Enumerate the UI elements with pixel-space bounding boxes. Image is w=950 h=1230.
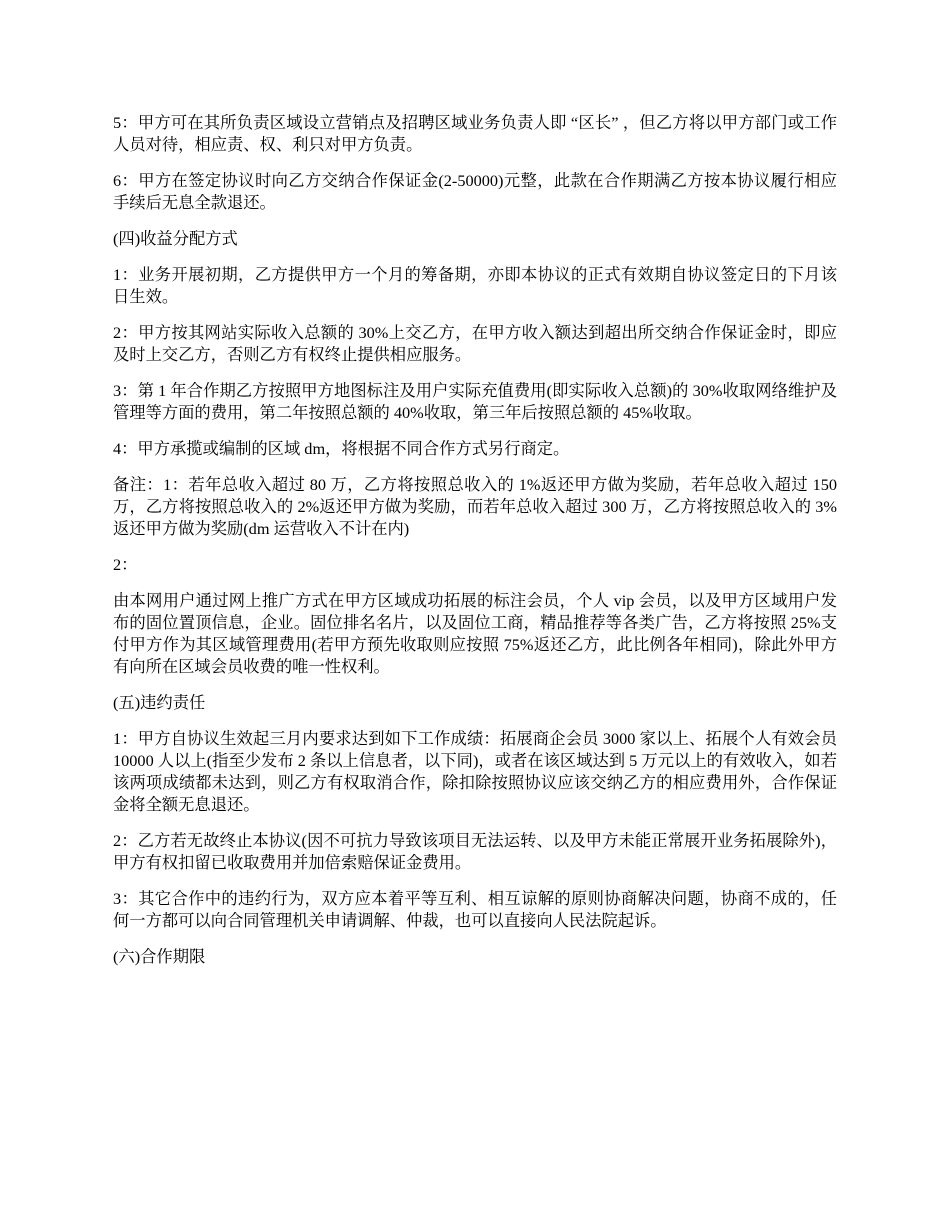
liability-clause-3: 3：其它合作中的违约行为，双方应本着平等互利、相互谅解的原则协商解决问题，协商不成的，任何一方都可以向合同管理机关申请调解、仲裁，也可以直接向人民法院起诉。 (113, 889, 837, 930)
document-body (113, 112, 837, 982)
clause-5-sales-points: 5：甲方可在其所负责区域设立营销点及招聘区域业务负责人即 “区长” ，但乙方将以甲方部门或工作人员对待，相应责、权、利只对甲方负责。 (113, 113, 837, 154)
section-heading-liability: (五)违约责任 (113, 693, 206, 712)
clause-2-revenue-share: 2：甲方按其网站实际收入总额的 30%上交乙方，在甲方收入额达到超出所交纳合作保证金时，即应及时上交乙方，否则乙方有权终止提供相应服务。 (113, 323, 837, 364)
note-2-label: 2： (113, 555, 138, 574)
liability-clause-1: 1：甲方自协议生效起三月内要求达到如下工作成绩：拓展商企会员 3000 家以上、拓展个人有效会员 10000 人以上(指至少发布 2 条以上信息者，以下同)，或者在该区域达到 5 万元以上的有效收入，如若该两项成绩都未达到，则乙方有权取消合作，除扣除按照协议应该交纳乙方的相应费用外，合作保证金将全额无息退还。 (113, 729, 837, 814)
section-heading-term: (六)合作期限 (113, 947, 206, 966)
clause-1-preparation-period: 1：业务开展初期，乙方提供甲方一个月的筹备期，亦即本协议的正式有效期自协议签定日的下月该日生效。 (113, 265, 837, 306)
note-1-rewards: 备注：1：若年总收入超过 80 万，乙方将按照总收入的 1%返还甲方做为奖励，若年总收入超过 150 万，乙方将按照总收入的 2%返还甲方做为奖励，而若年总收入超过 300 万，乙方将按照总收入的 3%返还甲方做为奖励(dm 运营收入不计在内) (113, 475, 837, 538)
section-heading-revenue-distribution: (四)收益分配方式 (113, 229, 238, 248)
clause-6-deposit: 6：甲方在签定协议时向乙方交纳合作保证金(2-50000)元整，此款在合作期满乙方按本协议履行相应手续后无息全款退还。 (113, 171, 837, 212)
clause-3-maintenance-fee: 3：第 1 年合作期乙方按照甲方地图标注及用户实际充值费用(即实际收入总额)的 30%收取网络维护及管理等方面的费用，第二年按照总额的 40%收取，第三年后按照总额的 45%收取。 (113, 381, 837, 422)
clause-4-regional-dm: 4：甲方承揽或编制的区域 dm，将根据不同合作方式另行商定。 (113, 439, 570, 458)
liability-clause-2: 2：乙方若无故终止本协议(因不可抗力导致该项目无法运转、以及甲方未能正常展开业务拓展除外)，甲方有权扣留已收取费用并加倍索赔保证金费用。 (113, 831, 837, 872)
note-2-member-fees: 由本网用户通过网上推广方式在甲方区域成功拓展的标注会员，个人 vip 会员，以及甲方区域用户发布的固位置顶信息，企业。固位排名名片，以及固位工商，精品推荐等各类广告，乙方将按照 25%支付甲方作为其区域管理费用(若甲方预先收取则应按照 75%返还乙方，此比例各年相同)，除此外甲方有向所在区域会员收费的唯一性权利。 (113, 591, 837, 676)
